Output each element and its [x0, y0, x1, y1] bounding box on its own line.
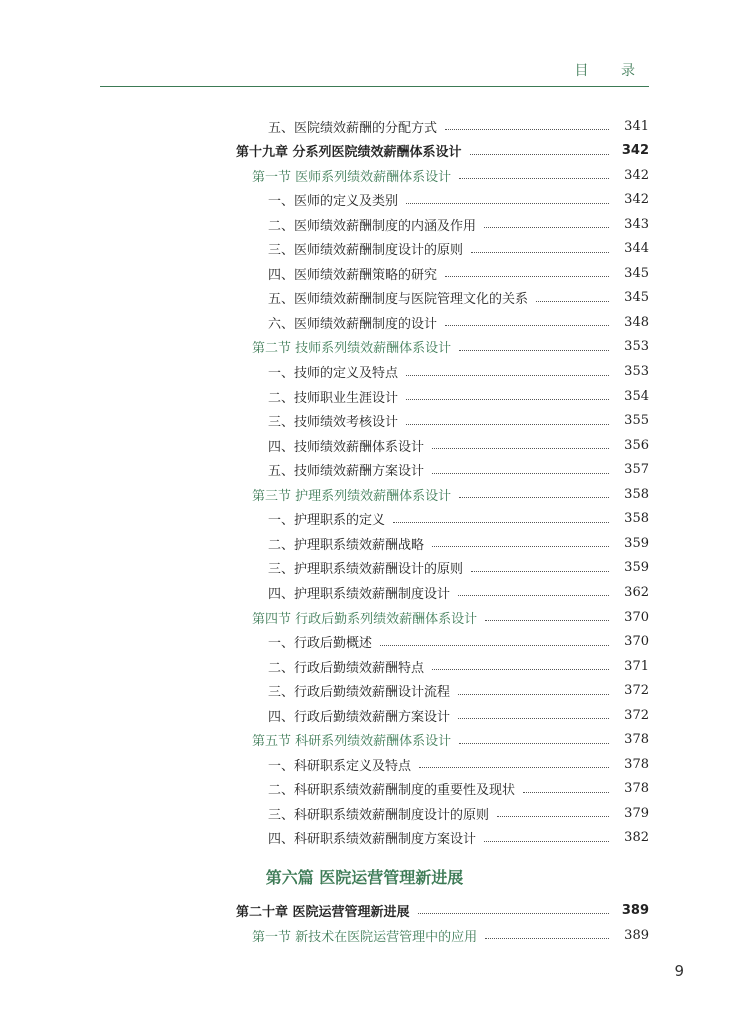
- toc-entry-label: 第一节 医师系列绩效薪酬体系设计: [252, 169, 452, 185]
- toc-entry-label: 三、行政后勤绩效薪酬设计流程: [268, 685, 451, 701]
- toc-entry-item[interactable]: [268, 803, 649, 823]
- toc-entry-label: 四、护理职系绩效薪酬制度设计: [268, 586, 451, 602]
- toc-entry-page: 359: [624, 560, 649, 576]
- dot-leader: [523, 791, 609, 793]
- page-number: 9: [674, 962, 684, 980]
- toc-entry-label: 四、技师绩效薪酬体系设计: [268, 439, 425, 455]
- toc-entry-page: 358: [624, 511, 649, 527]
- toc-entry-label: 一、科研职系定义及特点: [268, 758, 412, 774]
- toc-entry-page: 378: [624, 781, 649, 797]
- toc-entry-page: 371: [624, 658, 649, 674]
- toc-entry-item[interactable]: [268, 705, 649, 725]
- toc-entry-label: 二、科研职系绩效薪酬制度的重要性及现状: [268, 783, 516, 799]
- dot-leader: [485, 619, 609, 621]
- dot-leader: [380, 644, 609, 646]
- toc-entry-item[interactable]: [268, 116, 649, 136]
- dot-leader: [406, 202, 609, 204]
- dot-leader: [484, 840, 609, 842]
- toc-entry-label: 五、技师绩效薪酬方案设计: [268, 464, 425, 480]
- toc-entry-label: 二、护理职系绩效薪酬战略: [268, 537, 425, 553]
- toc-entry-page: 370: [624, 609, 649, 625]
- dot-leader: [432, 447, 609, 449]
- dot-leader: [458, 717, 609, 719]
- toc-entry-label: 二、技师职业生涯设计: [268, 390, 399, 406]
- toc-entry-label: 四、科研职系绩效薪酬制度方案设计: [268, 832, 477, 848]
- toc-entry-section[interactable]: [252, 730, 649, 750]
- toc-entry-item[interactable]: [268, 681, 649, 701]
- toc-entry-item[interactable]: [268, 386, 649, 406]
- toc-entry-item[interactable]: [268, 828, 649, 848]
- toc-entry-page: 342: [624, 192, 649, 208]
- toc-entry-item[interactable]: [268, 239, 649, 259]
- toc-entry-item[interactable]: [268, 288, 649, 308]
- dot-leader: [471, 251, 609, 253]
- toc-entry-page: 358: [624, 486, 649, 502]
- toc-entry-page: 348: [624, 314, 649, 330]
- dot-leader: [406, 398, 609, 400]
- toc-entry-section[interactable]: [252, 607, 649, 627]
- toc-entry-page: 344: [624, 241, 649, 257]
- dot-leader: [459, 177, 609, 179]
- toc-entry-page: 341: [624, 118, 649, 134]
- toc-entry-label: 一、医师的定义及类别: [268, 194, 399, 210]
- toc-entry-page: 357: [624, 462, 649, 478]
- toc-entry-label: 三、技师绩效考核设计: [268, 415, 399, 431]
- toc-entry-page: 379: [624, 805, 649, 821]
- dot-leader: [432, 668, 609, 670]
- toc-entry-label: 二、行政后勤绩效薪酬特点: [268, 660, 425, 676]
- dot-leader: [459, 742, 609, 744]
- toc-entry-item[interactable]: [268, 656, 649, 676]
- dot-leader: [418, 912, 609, 914]
- toc-entry-item[interactable]: [268, 190, 649, 210]
- dot-leader: [419, 766, 609, 768]
- toc-entry-item[interactable]: [268, 435, 649, 455]
- header-rule: [100, 86, 649, 87]
- toc-entry-label: 三、护理职系绩效薪酬设计的原则: [268, 562, 464, 578]
- toc-entry-item[interactable]: [268, 362, 649, 382]
- dot-leader: [485, 937, 609, 939]
- toc-entry-section[interactable]: [252, 484, 649, 504]
- toc-entry-page: 353: [624, 364, 649, 379]
- toc-entry-item[interactable]: [268, 754, 649, 774]
- toc-entry-item[interactable]: [268, 779, 649, 799]
- toc-entry-item[interactable]: [268, 214, 649, 234]
- toc-entry-section[interactable]: [252, 337, 649, 357]
- dot-leader: [459, 496, 609, 498]
- toc-entry-item[interactable]: [268, 460, 649, 480]
- toc-entry-page: 378: [624, 732, 649, 748]
- dot-leader: [445, 275, 609, 277]
- dot-leader: [458, 693, 609, 695]
- toc-entry-label: 五、医师绩效薪酬制度与医院管理文化的关系: [268, 292, 529, 308]
- dot-leader: [484, 226, 609, 228]
- toc-entry-page: 353: [624, 339, 649, 355]
- toc-entry-page: 359: [624, 535, 649, 551]
- toc-entry-item[interactable]: [268, 582, 649, 602]
- toc-entry-label: 二、医师绩效薪酬制度的内涵及作用: [268, 218, 477, 234]
- toc-entry-page: 345: [624, 265, 649, 281]
- toc-entry-label: 第三节 护理系列绩效薪酬体系设计: [252, 488, 452, 504]
- dot-leader: [471, 570, 609, 572]
- toc-entry-page: 382: [624, 830, 649, 846]
- toc-entry-section[interactable]: [252, 165, 649, 185]
- toc-entry-label: 一、护理职系的定义: [268, 513, 386, 529]
- dot-leader: [445, 324, 609, 326]
- dot-leader: [458, 594, 609, 596]
- toc-entry-label: 一、行政后勤概述: [268, 636, 373, 652]
- toc-entry-item[interactable]: [268, 632, 649, 652]
- toc-entry-page: 342: [624, 167, 649, 183]
- toc-entry-item[interactable]: [268, 263, 649, 283]
- toc-entry-label: 第一节 新技术在医院运营管理中的应用: [252, 929, 478, 945]
- dot-leader: [432, 472, 609, 474]
- toc-entry-page: 372: [624, 683, 649, 699]
- toc-entry-chapter[interactable]: [236, 900, 649, 920]
- dot-leader: [406, 374, 609, 376]
- toc-entry-label: 第二节 技师系列绩效薪酬体系设计: [252, 341, 452, 357]
- dot-leader: [406, 423, 609, 425]
- header-title: 目 录: [574, 63, 649, 79]
- toc-entry-label: 第十九章 分系列医院绩效薪酬体系设计: [236, 145, 462, 161]
- dot-leader: [432, 545, 609, 547]
- toc-entry-item[interactable]: [268, 533, 649, 553]
- toc-entry-label: 六、医师绩效薪酬制度的设计: [268, 316, 438, 332]
- toc-entry-item[interactable]: [268, 509, 649, 529]
- toc-entry-item[interactable]: [268, 411, 649, 431]
- toc-entry-section[interactable]: [252, 925, 649, 945]
- toc-entry-label: 四、医师绩效薪酬策略的研究: [268, 267, 438, 283]
- toc-entry-label: 三、医师绩效薪酬制度设计的原则: [268, 243, 464, 259]
- toc-entry-page: 389: [621, 902, 649, 918]
- toc-entry-page: 345: [624, 290, 649, 306]
- toc-entry-chapter[interactable]: [236, 141, 649, 161]
- toc-entry-label: 五、医院绩效薪酬的分配方式: [268, 120, 438, 136]
- dot-leader: [445, 128, 609, 130]
- toc-entry-page: 355: [624, 413, 649, 429]
- toc-entry-label: 第四节 行政后勤系列绩效薪酬体系设计: [252, 611, 478, 627]
- dot-leader: [497, 815, 609, 817]
- toc-entry-label: 一、技师的定义及特点: [268, 366, 399, 381]
- toc-entry-item[interactable]: [268, 312, 649, 332]
- toc-entry-label: 三、科研职系绩效薪酬制度设计的原则: [268, 807, 490, 823]
- dot-leader: [470, 153, 609, 155]
- toc-entry-page: 370: [624, 634, 649, 650]
- toc-entry-label: 第五节 科研系列绩效薪酬体系设计: [252, 734, 452, 750]
- toc-entry-page: 354: [624, 388, 649, 404]
- dot-leader: [536, 300, 609, 302]
- toc-entry-page: 342: [621, 143, 649, 159]
- toc-entry-page: 362: [624, 584, 649, 600]
- toc-entry-page: 389: [624, 927, 649, 943]
- toc-entry-page: 356: [624, 437, 649, 453]
- toc-entry-page: 343: [624, 216, 649, 232]
- toc-entry-page: 372: [624, 707, 649, 723]
- toc-entry-label: 四、行政后勤绩效薪酬方案设计: [268, 709, 451, 725]
- part-title: 第六篇 医院运营管理新进展: [265, 868, 464, 887]
- dot-leader: [459, 349, 609, 351]
- toc-entry-item[interactable]: [268, 558, 649, 578]
- toc-entry-label: 第二十章 医院运营管理新进展: [236, 904, 410, 920]
- dot-leader: [393, 521, 609, 523]
- toc-entry-page: 378: [624, 756, 649, 772]
